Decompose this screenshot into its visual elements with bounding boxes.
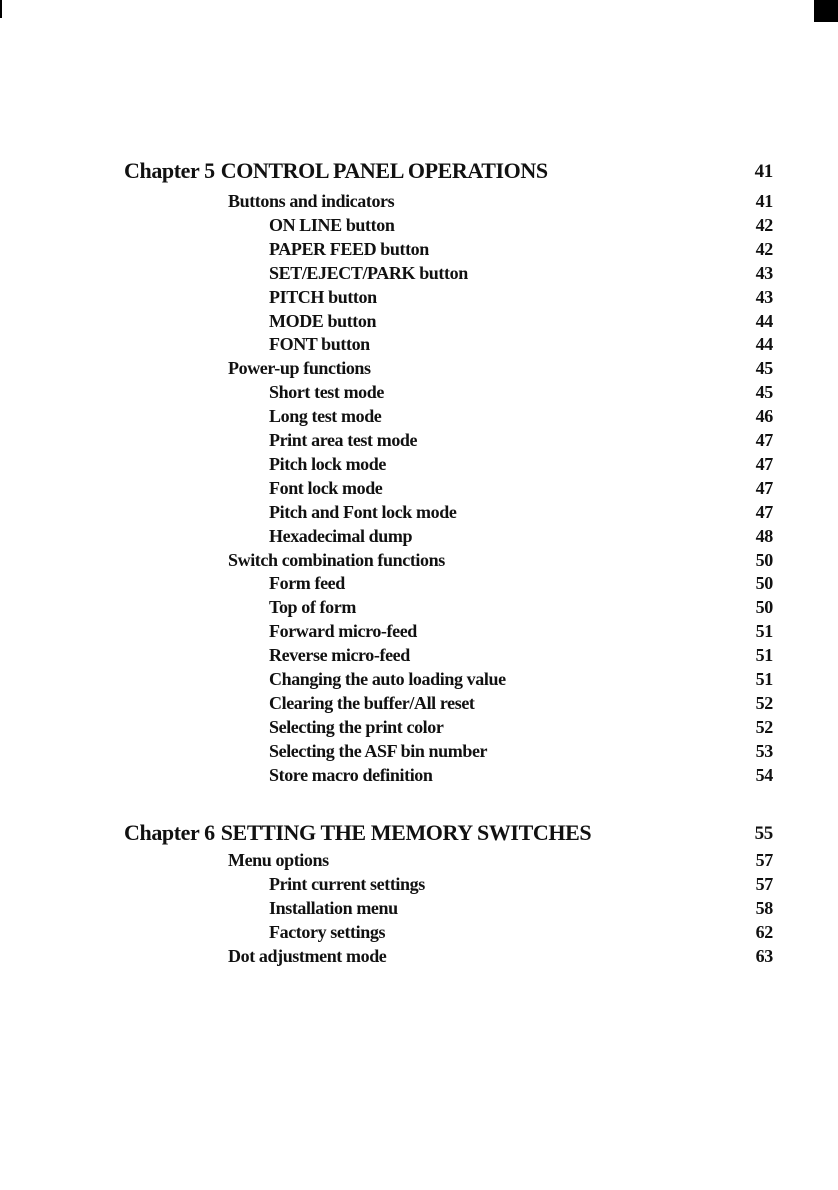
toc-page-number: 57 [755,850,773,870]
toc-subsection-entry[interactable]: PITCH button [269,286,377,307]
chapter-title: SETTING THE MEMORY SWITCHES [220,820,592,845]
toc-subsection-entry[interactable]: Print current settings [269,873,425,894]
chapter-label: Chapter 6 [124,820,215,845]
toc-subsection-entry[interactable]: MODE button [269,310,377,331]
toc-page-number: 42 [755,214,773,235]
toc-section-entry[interactable]: Dot adjustment mode [228,945,387,966]
toc-page-number: 53 [755,740,773,761]
toc-subsection-entry[interactable]: Selecting the ASF bin number [269,740,488,761]
toc-subsection-entry[interactable]: Hexadecimal dump [269,525,413,546]
scan-corner-mark [814,0,838,22]
chapter-heading[interactable] [124,820,591,846]
toc-subsection-entry[interactable]: Pitch lock mode [269,453,386,474]
toc-page-number: 54 [755,764,773,785]
chapter-heading[interactable] [124,158,548,184]
toc-page-number: 47 [755,430,773,450]
toc-page-number: 43 [755,286,773,307]
toc-page-number: 57 [755,873,773,894]
toc-subsection-entry[interactable]: Clearing the buffer/All reset [269,692,475,713]
toc-page-number: 58 [755,897,773,918]
toc-page-number: 45 [755,358,773,379]
toc-page-number: 51 [755,621,773,642]
toc-section-entry[interactable]: Switch combination functions [228,549,445,570]
toc-page-number: 50 [755,597,773,618]
chapter-label: Chapter 5 [124,158,215,183]
toc-subsection-entry[interactable]: Forward micro-feed [269,621,417,642]
toc-subsection-entry[interactable]: Installation menu [269,897,398,918]
toc-page-number: 50 [755,573,773,594]
chapter-page-number: 41 [754,161,773,182]
toc-subsection-entry[interactable]: Print area test mode [269,430,418,450]
toc-page-number: 48 [755,525,773,546]
toc-subsection-entry[interactable]: SET/EJECT/PARK button [269,262,468,283]
toc-page-number: 51 [755,669,773,689]
toc-subsection-entry[interactable]: Short test mode [269,382,384,403]
toc-page-number: 52 [755,692,773,713]
toc-subsection-entry[interactable]: Selecting the print color [269,716,444,737]
toc-page-number: 62 [755,921,773,942]
toc-page-number: 45 [755,382,773,403]
toc-subsection-entry[interactable]: Factory settings [269,921,386,942]
toc-page-number: 47 [755,453,773,474]
toc-page-number: 41 [755,191,773,211]
toc-page-number: 50 [755,549,773,570]
toc-page-number: 44 [755,334,773,355]
toc-subsection-entry[interactable]: Font lock mode [269,477,383,498]
toc-subsection-entry[interactable]: FONT button [269,334,370,355]
toc-section-entry[interactable]: Power-up functions [228,358,371,379]
toc-page-number: 63 [755,945,773,966]
chapter-title: CONTROL PANEL OPERATIONS [220,158,548,183]
toc-page-number: 52 [755,716,773,737]
toc-page-number: 47 [755,501,773,522]
toc-subsection-entry[interactable]: Form feed [269,573,345,594]
chapter-page-number: 55 [754,823,773,844]
toc-page-number: 43 [755,262,773,283]
toc-subsection-entry[interactable]: Changing the auto loading value [269,669,506,689]
toc-page-number: 44 [755,310,773,331]
toc-subsection-entry[interactable]: Long test mode [269,406,382,427]
toc-subsection-entry[interactable]: PAPER FEED button [269,238,429,259]
toc-subsection-entry[interactable]: Pitch and Font lock mode [269,501,457,522]
toc-subsection-entry[interactable]: Top of form [269,597,356,618]
toc-subsection-entry[interactable]: ON LINE button [269,214,395,235]
toc-page-number: 42 [755,238,773,259]
scan-edge-mark [0,0,2,18]
toc-page-number: 51 [755,645,773,666]
toc-section-entry[interactable]: Buttons and indicators [228,191,395,211]
toc-section-entry[interactable]: Menu options [228,850,329,870]
toc-page-number: 47 [755,477,773,498]
toc-subsection-entry[interactable]: Store macro definition [269,764,433,785]
toc-page-number: 46 [755,406,773,427]
toc-subsection-entry[interactable]: Reverse micro-feed [269,645,410,666]
